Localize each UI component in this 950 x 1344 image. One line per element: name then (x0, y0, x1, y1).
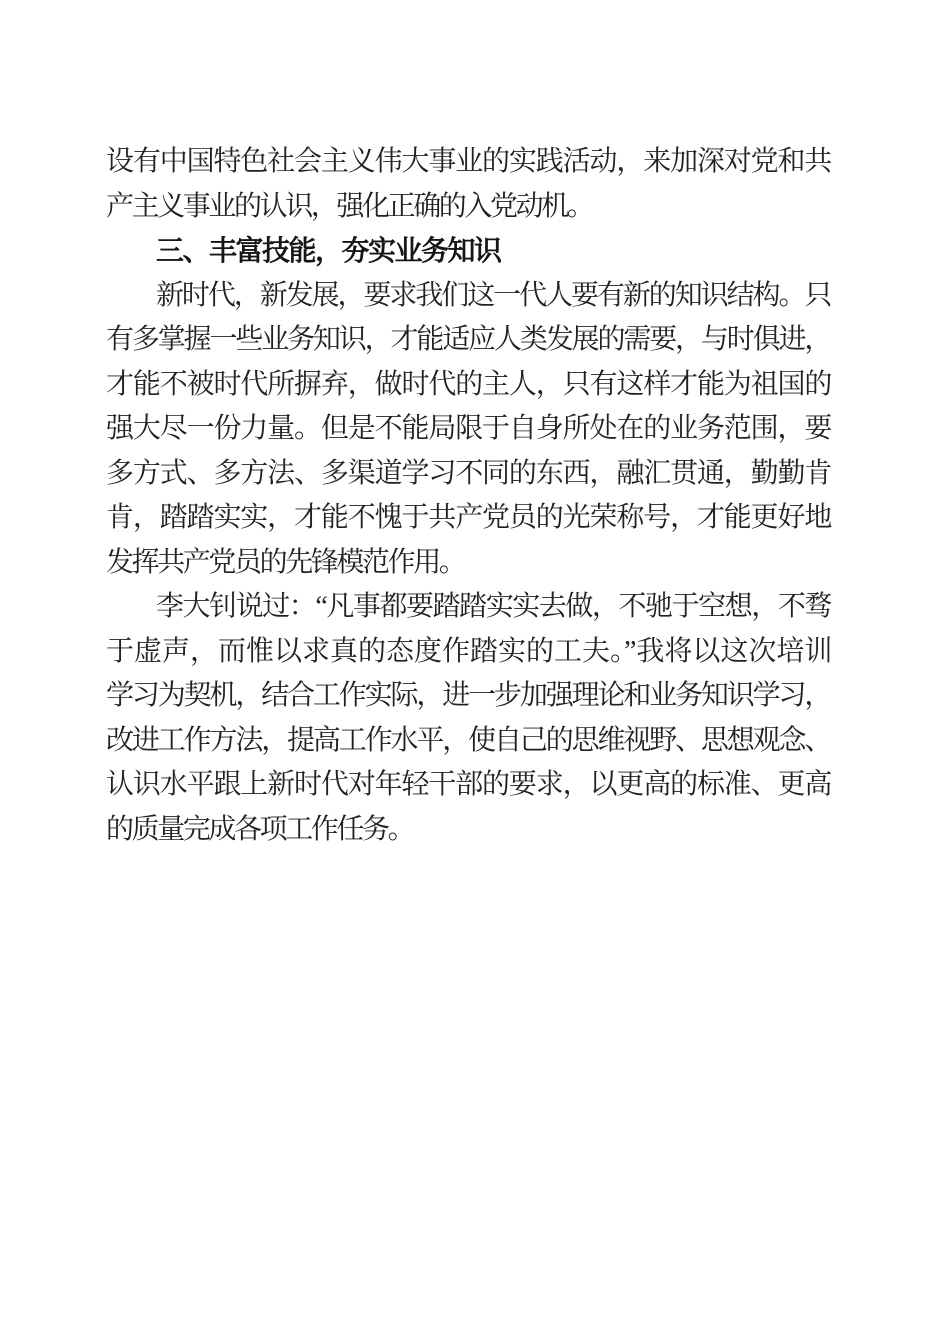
text-line: 改进工作方法，提高工作水平，使自己的思维视野、思想观念、 (106, 724, 830, 756)
text-line: 于虚声，而惟以求真的态度作踏实的工夫。”我将以这次培训 (106, 635, 830, 667)
text-line: 设有中国特色社会主义伟大事业的实践活动，来加深对党和共 (106, 146, 830, 177)
text-line: 李大钊说过：“凡事都要踏踏实实去做，不驰于空想，不骛 (156, 591, 830, 622)
section-heading-block (106, 229, 830, 274)
text-line: 才能不被时代所摒弃，做时代的主人，只有这样才能为祖国的 (106, 368, 830, 400)
document-body (106, 140, 830, 852)
paragraph-skills (106, 274, 830, 586)
text-line: 发挥共产党员的先锋模范作用。 (106, 546, 465, 578)
text-line: 认识水平跟上新时代对年轻干部的要求，以更高的标准、更高 (106, 769, 830, 800)
text-line: 肯，踏踏实实，才能不愧于共产党员的光荣称号，才能更好地 (106, 502, 830, 533)
paragraph-continuation (106, 140, 830, 229)
section-heading: 三、丰富技能，夯实业务知识 (156, 235, 501, 266)
text-line: 强大尽一份力量。但是不能局限于自身所处在的业务范围，要 (106, 413, 830, 444)
text-line: 学习为契机，结合工作实际，进一步加强理论和业务知识学习， (106, 680, 830, 711)
text-line: 新时代，新发展，要求我们这一代人要有新的知识结构。只 (156, 279, 830, 311)
paragraph-quote (106, 585, 830, 852)
text-line: 产主义事业的认识，强化正确的入党动机。 (106, 190, 593, 222)
text-line: 的质量完成各项工作任务。 (106, 813, 414, 845)
text-line: 多方式、多方法、多渠道学习不同的东西，融汇贯通，勤勤肯 (106, 457, 830, 489)
text-line: 有多掌握一些业务知识，才能适应人类发展的需要，与时俱进， (106, 324, 830, 355)
